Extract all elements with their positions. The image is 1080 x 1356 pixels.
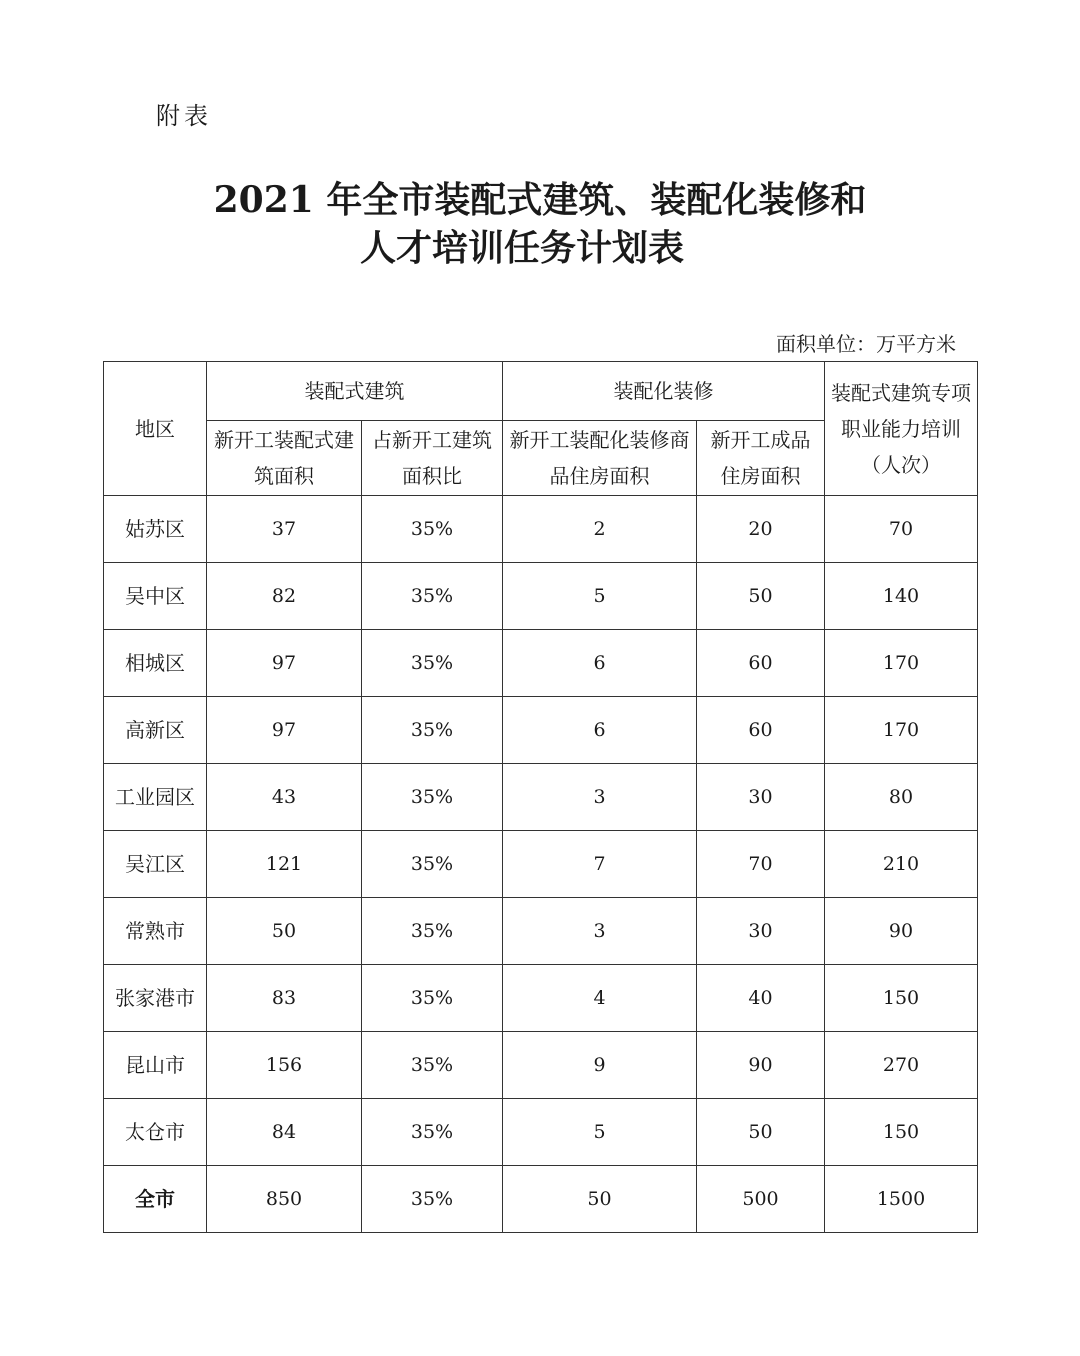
cell-training: 70 [825, 496, 978, 563]
cell-training: 90 [825, 898, 978, 965]
cell-finished-area: 90 [697, 1032, 825, 1099]
cell-region: 工业园区 [104, 764, 207, 831]
header-region: 地区 [104, 362, 207, 496]
cell-finished-area: 20 [697, 496, 825, 563]
cell-prefab-area: 156 [207, 1032, 362, 1099]
cell-prefab-area: 97 [207, 630, 362, 697]
page-title-line-2: 人才培训任务计划表 [359, 227, 684, 269]
cell-prefab-area: 83 [207, 965, 362, 1032]
cell-region: 张家港市 [104, 965, 207, 1032]
cell-prefab-ratio: 35% [362, 898, 503, 965]
cell-decor-area: 6 [503, 630, 697, 697]
unit-note: 面积单位：万平方米 [776, 332, 956, 356]
cell-region: 高新区 [104, 697, 207, 764]
cell-finished-area: 30 [697, 898, 825, 965]
header-row-1 [104, 362, 978, 421]
cell-finished-area: 30 [697, 764, 825, 831]
cell-decor-area: 4 [503, 965, 697, 1032]
cell-prefab-ratio: 35% [362, 1032, 503, 1099]
cell-prefab-area: 97 [207, 697, 362, 764]
plan-table [103, 361, 978, 1233]
cell-prefab-area: 50 [207, 898, 362, 965]
cell-training: 140 [825, 563, 978, 630]
header-training: 装配式建筑专项职业能力培训（人次） [825, 362, 978, 496]
cell-decor-area: 3 [503, 764, 697, 831]
cell-finished-area: 40 [697, 965, 825, 1032]
cell-region: 姑苏区 [104, 496, 207, 563]
cell-prefab-ratio: 35% [362, 496, 503, 563]
cell-decor-area: 50 [503, 1166, 697, 1233]
cell-training: 1500 [825, 1166, 978, 1233]
cell-finished-area: 60 [697, 697, 825, 764]
cell-decor-area: 5 [503, 1099, 697, 1166]
table-row [104, 1032, 978, 1099]
header-prefab-ratio: 占新开工建筑面积比 [362, 421, 503, 496]
cell-prefab-ratio: 35% [362, 697, 503, 764]
table-row [104, 898, 978, 965]
cell-prefab-ratio: 35% [362, 563, 503, 630]
table-row [104, 764, 978, 831]
cell-finished-area: 50 [697, 1099, 825, 1166]
header-decor-area: 新开工装配化装修商品住房面积 [503, 421, 697, 496]
table-row [104, 965, 978, 1032]
cell-region: 昆山市 [104, 1032, 207, 1099]
table-row [104, 563, 978, 630]
cell-prefab-area: 850 [207, 1166, 362, 1233]
cell-decor-area: 2 [503, 496, 697, 563]
cell-training: 150 [825, 1099, 978, 1166]
cell-training: 210 [825, 831, 978, 898]
cell-finished-area: 50 [697, 563, 825, 630]
cell-finished-area: 70 [697, 831, 825, 898]
cell-prefab-ratio: 35% [362, 965, 503, 1032]
cell-region: 常熟市 [104, 898, 207, 965]
header-group-decor: 装配化装修 [503, 362, 825, 421]
cell-region: 吴江区 [104, 831, 207, 898]
cell-prefab-ratio: 35% [362, 1099, 503, 1166]
cell-region: 吴中区 [104, 563, 207, 630]
cell-training: 150 [825, 965, 978, 1032]
cell-decor-area: 9 [503, 1032, 697, 1099]
cell-training: 80 [825, 764, 978, 831]
cell-region: 太仓市 [104, 1099, 207, 1166]
table-row [104, 630, 978, 697]
table-row [104, 1099, 978, 1166]
cell-finished-area: 500 [697, 1166, 825, 1233]
table-row [104, 831, 978, 898]
cell-training: 170 [825, 697, 978, 764]
table-row [104, 496, 978, 563]
header-finished-area: 新开工成品住房面积 [697, 421, 825, 496]
cell-prefab-area: 37 [207, 496, 362, 563]
annex-label: 附表 [156, 102, 212, 130]
cell-training: 270 [825, 1032, 978, 1099]
cell-prefab-area: 43 [207, 764, 362, 831]
cell-region: 全市 [104, 1166, 207, 1233]
cell-training: 170 [825, 630, 978, 697]
cell-prefab-area: 82 [207, 563, 362, 630]
header-prefab-area: 新开工装配式建筑面积 [207, 421, 362, 496]
table-row [104, 1166, 978, 1233]
cell-region: 相城区 [104, 630, 207, 697]
cell-prefab-area: 121 [207, 831, 362, 898]
cell-prefab-ratio: 35% [362, 831, 503, 898]
cell-decor-area: 5 [503, 563, 697, 630]
page-title-line-1: 2021 年全市装配式建筑、装配化装修和 [213, 179, 867, 221]
cell-decor-area: 6 [503, 697, 697, 764]
cell-prefab-area: 84 [207, 1099, 362, 1166]
cell-finished-area: 60 [697, 630, 825, 697]
cell-prefab-ratio: 35% [362, 764, 503, 831]
table-row [104, 697, 978, 764]
cell-prefab-ratio: 35% [362, 1166, 503, 1233]
cell-prefab-ratio: 35% [362, 630, 503, 697]
header-group-prefab: 装配式建筑 [207, 362, 503, 421]
cell-decor-area: 7 [503, 831, 697, 898]
cell-decor-area: 3 [503, 898, 697, 965]
